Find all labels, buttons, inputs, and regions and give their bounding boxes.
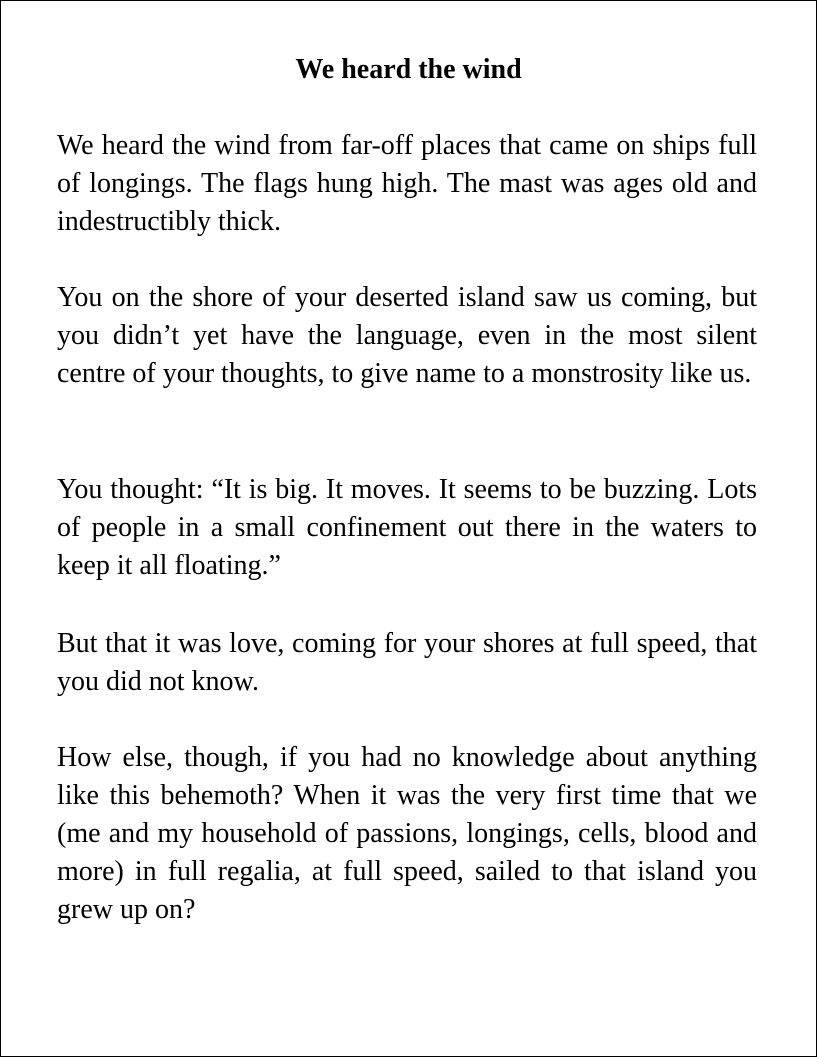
paragraph-3: You thought: “It is big. It moves. It seems to be buzzing. Lots of people in a small confinement out there in the waters to keep it all floating.” — [57, 474, 757, 581]
paragraph-5: How else, though, if you had no knowledge about anything like this behemoth? When it was the very first time that we (me and my household of passions, longings, cells, blood and more) in full regalia, at full speed, sailed to that island you grew up on? — [57, 742, 757, 925]
paragraph-4: But that it was love, coming for your shores at full speed, that you did not know. — [57, 628, 757, 697]
paragraph-1: We heard the wind from far-off places that came on ships full of longings. The flags hung high. The mast was ages old and indestructibly thick. — [57, 130, 757, 237]
document-title: We heard the wind — [295, 54, 522, 85]
paragraph-2: You on the shore of your deserted island saw us coming, but you didn’t yet have the language, even in the most silent centre of your thoughts, to give name to a monstrosity like us. — [57, 282, 757, 389]
